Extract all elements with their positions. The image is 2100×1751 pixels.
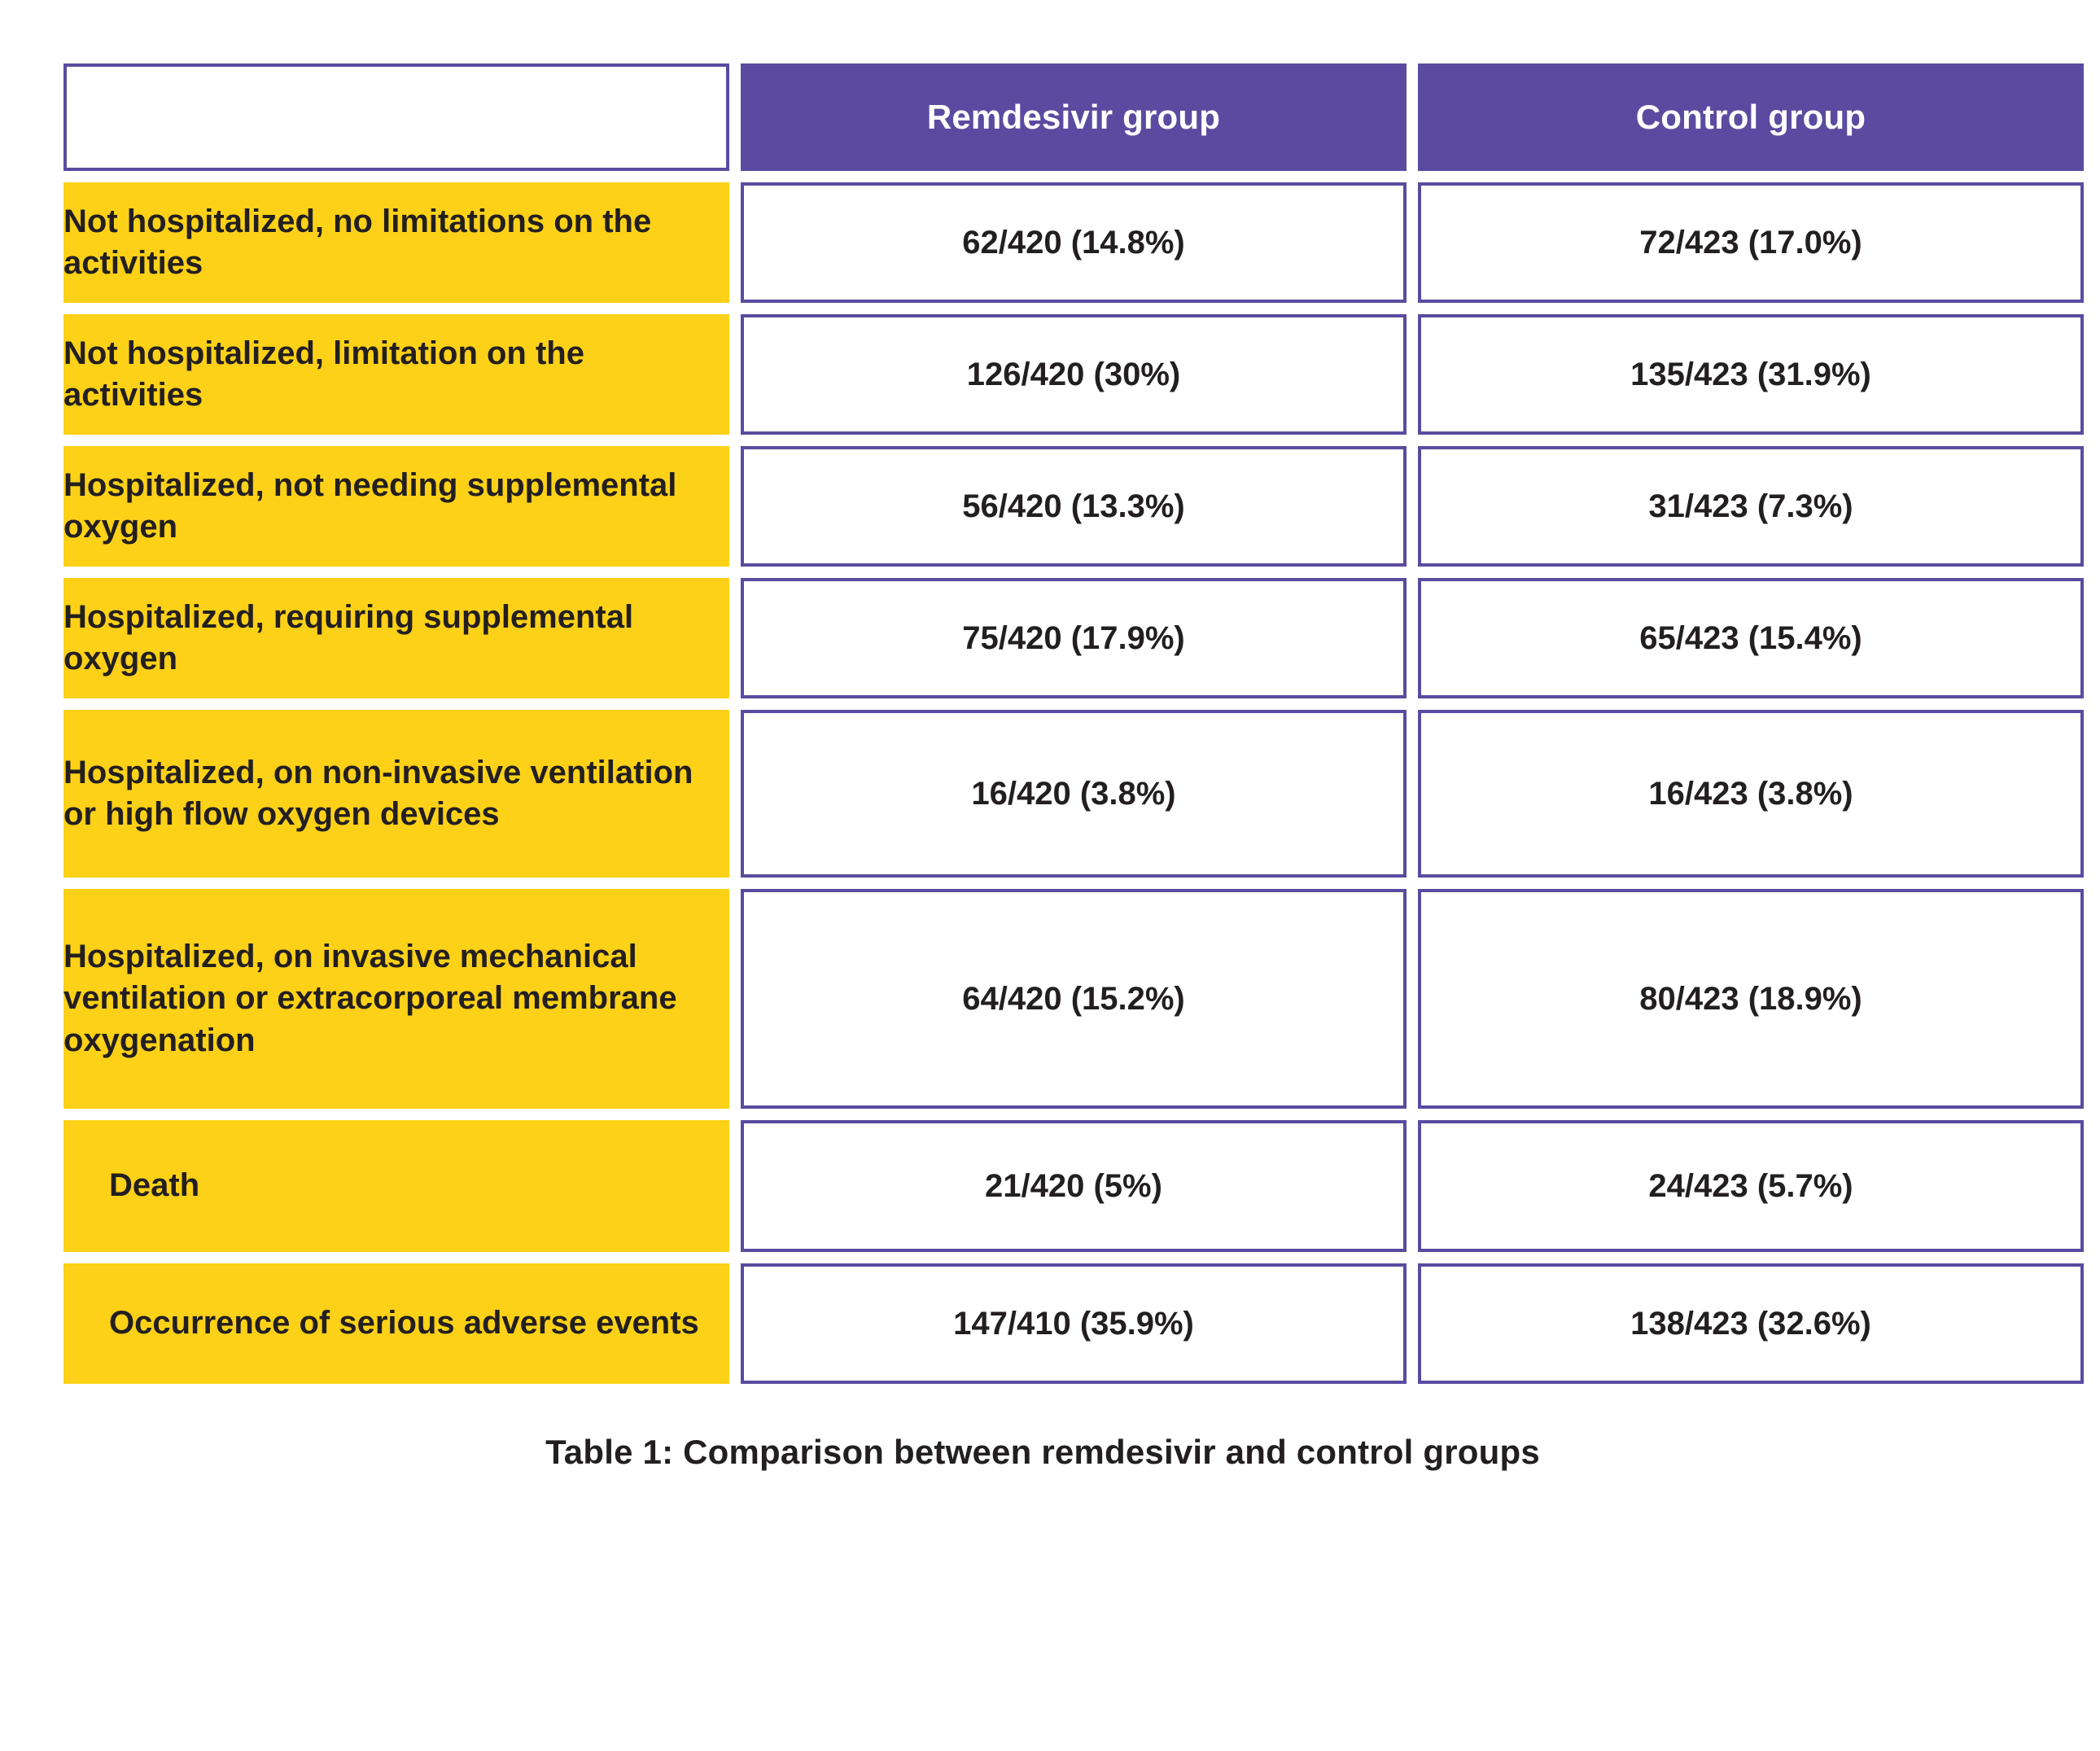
table-row xyxy=(63,446,2084,567)
row-value-remdesivir: 147/410 (35.9%) xyxy=(741,1263,1407,1384)
row-label: Hospitalized, requiring supplemental oxygen xyxy=(63,578,729,698)
table-row xyxy=(63,889,2084,1109)
row-value-control: 16/423 (3.8%) xyxy=(1418,710,2084,878)
table-row xyxy=(63,578,2084,698)
table-caption: Table 1: Comparison between remdesivir and control groups xyxy=(545,1433,1540,1471)
table-header-row xyxy=(63,63,2084,171)
comparison-table xyxy=(52,52,2095,1395)
header-cell-blank xyxy=(63,63,729,171)
row-label: Hospitalized, on non-invasive ventilation or high flow oxygen devices xyxy=(63,710,729,878)
table-row xyxy=(63,314,2084,435)
table-row xyxy=(63,182,2084,303)
row-value-control: 65/423 (15.4%) xyxy=(1418,578,2084,698)
header-cell-remdesivir: Remdesivir group xyxy=(741,63,1407,171)
row-value-control: 24/423 (5.7%) xyxy=(1418,1120,2084,1252)
row-value-control: 72/423 (17.0%) xyxy=(1418,182,2084,303)
table-row xyxy=(63,1263,2084,1384)
row-value-remdesivir: 16/420 (3.8%) xyxy=(741,710,1407,878)
table-row xyxy=(63,710,2084,878)
row-value-control: 135/423 (31.9%) xyxy=(1418,314,2084,435)
row-label: Not hospitalized, limitation on the activities xyxy=(63,314,729,435)
row-value-control: 31/423 (7.3%) xyxy=(1418,446,2084,567)
row-value-remdesivir: 64/420 (15.2%) xyxy=(741,889,1407,1109)
row-value-remdesivir: 21/420 (5%) xyxy=(741,1120,1407,1252)
row-label: Hospitalized, on invasive mechanical ventilation or extracorporeal membrane oxygenation xyxy=(63,889,729,1109)
row-label: Hospitalized, not needing supplemental oxygen xyxy=(63,446,729,567)
row-value-remdesivir: 126/420 (30%) xyxy=(741,314,1407,435)
row-label: Not hospitalized, no limitations on the activities xyxy=(63,182,729,303)
row-label: Occurrence of serious adverse events xyxy=(63,1263,729,1384)
row-value-control: 138/423 (32.6%) xyxy=(1418,1263,2084,1384)
row-value-remdesivir: 62/420 (14.8%) xyxy=(741,182,1407,303)
table-row xyxy=(63,1120,2084,1252)
header-cell-control: Control group xyxy=(1418,63,2084,171)
row-value-remdesivir: 75/420 (17.9%) xyxy=(741,578,1407,698)
row-value-remdesivir: 56/420 (13.3%) xyxy=(741,446,1407,567)
row-value-control: 80/423 (18.9%) xyxy=(1418,889,2084,1109)
row-label: Death xyxy=(63,1120,729,1252)
